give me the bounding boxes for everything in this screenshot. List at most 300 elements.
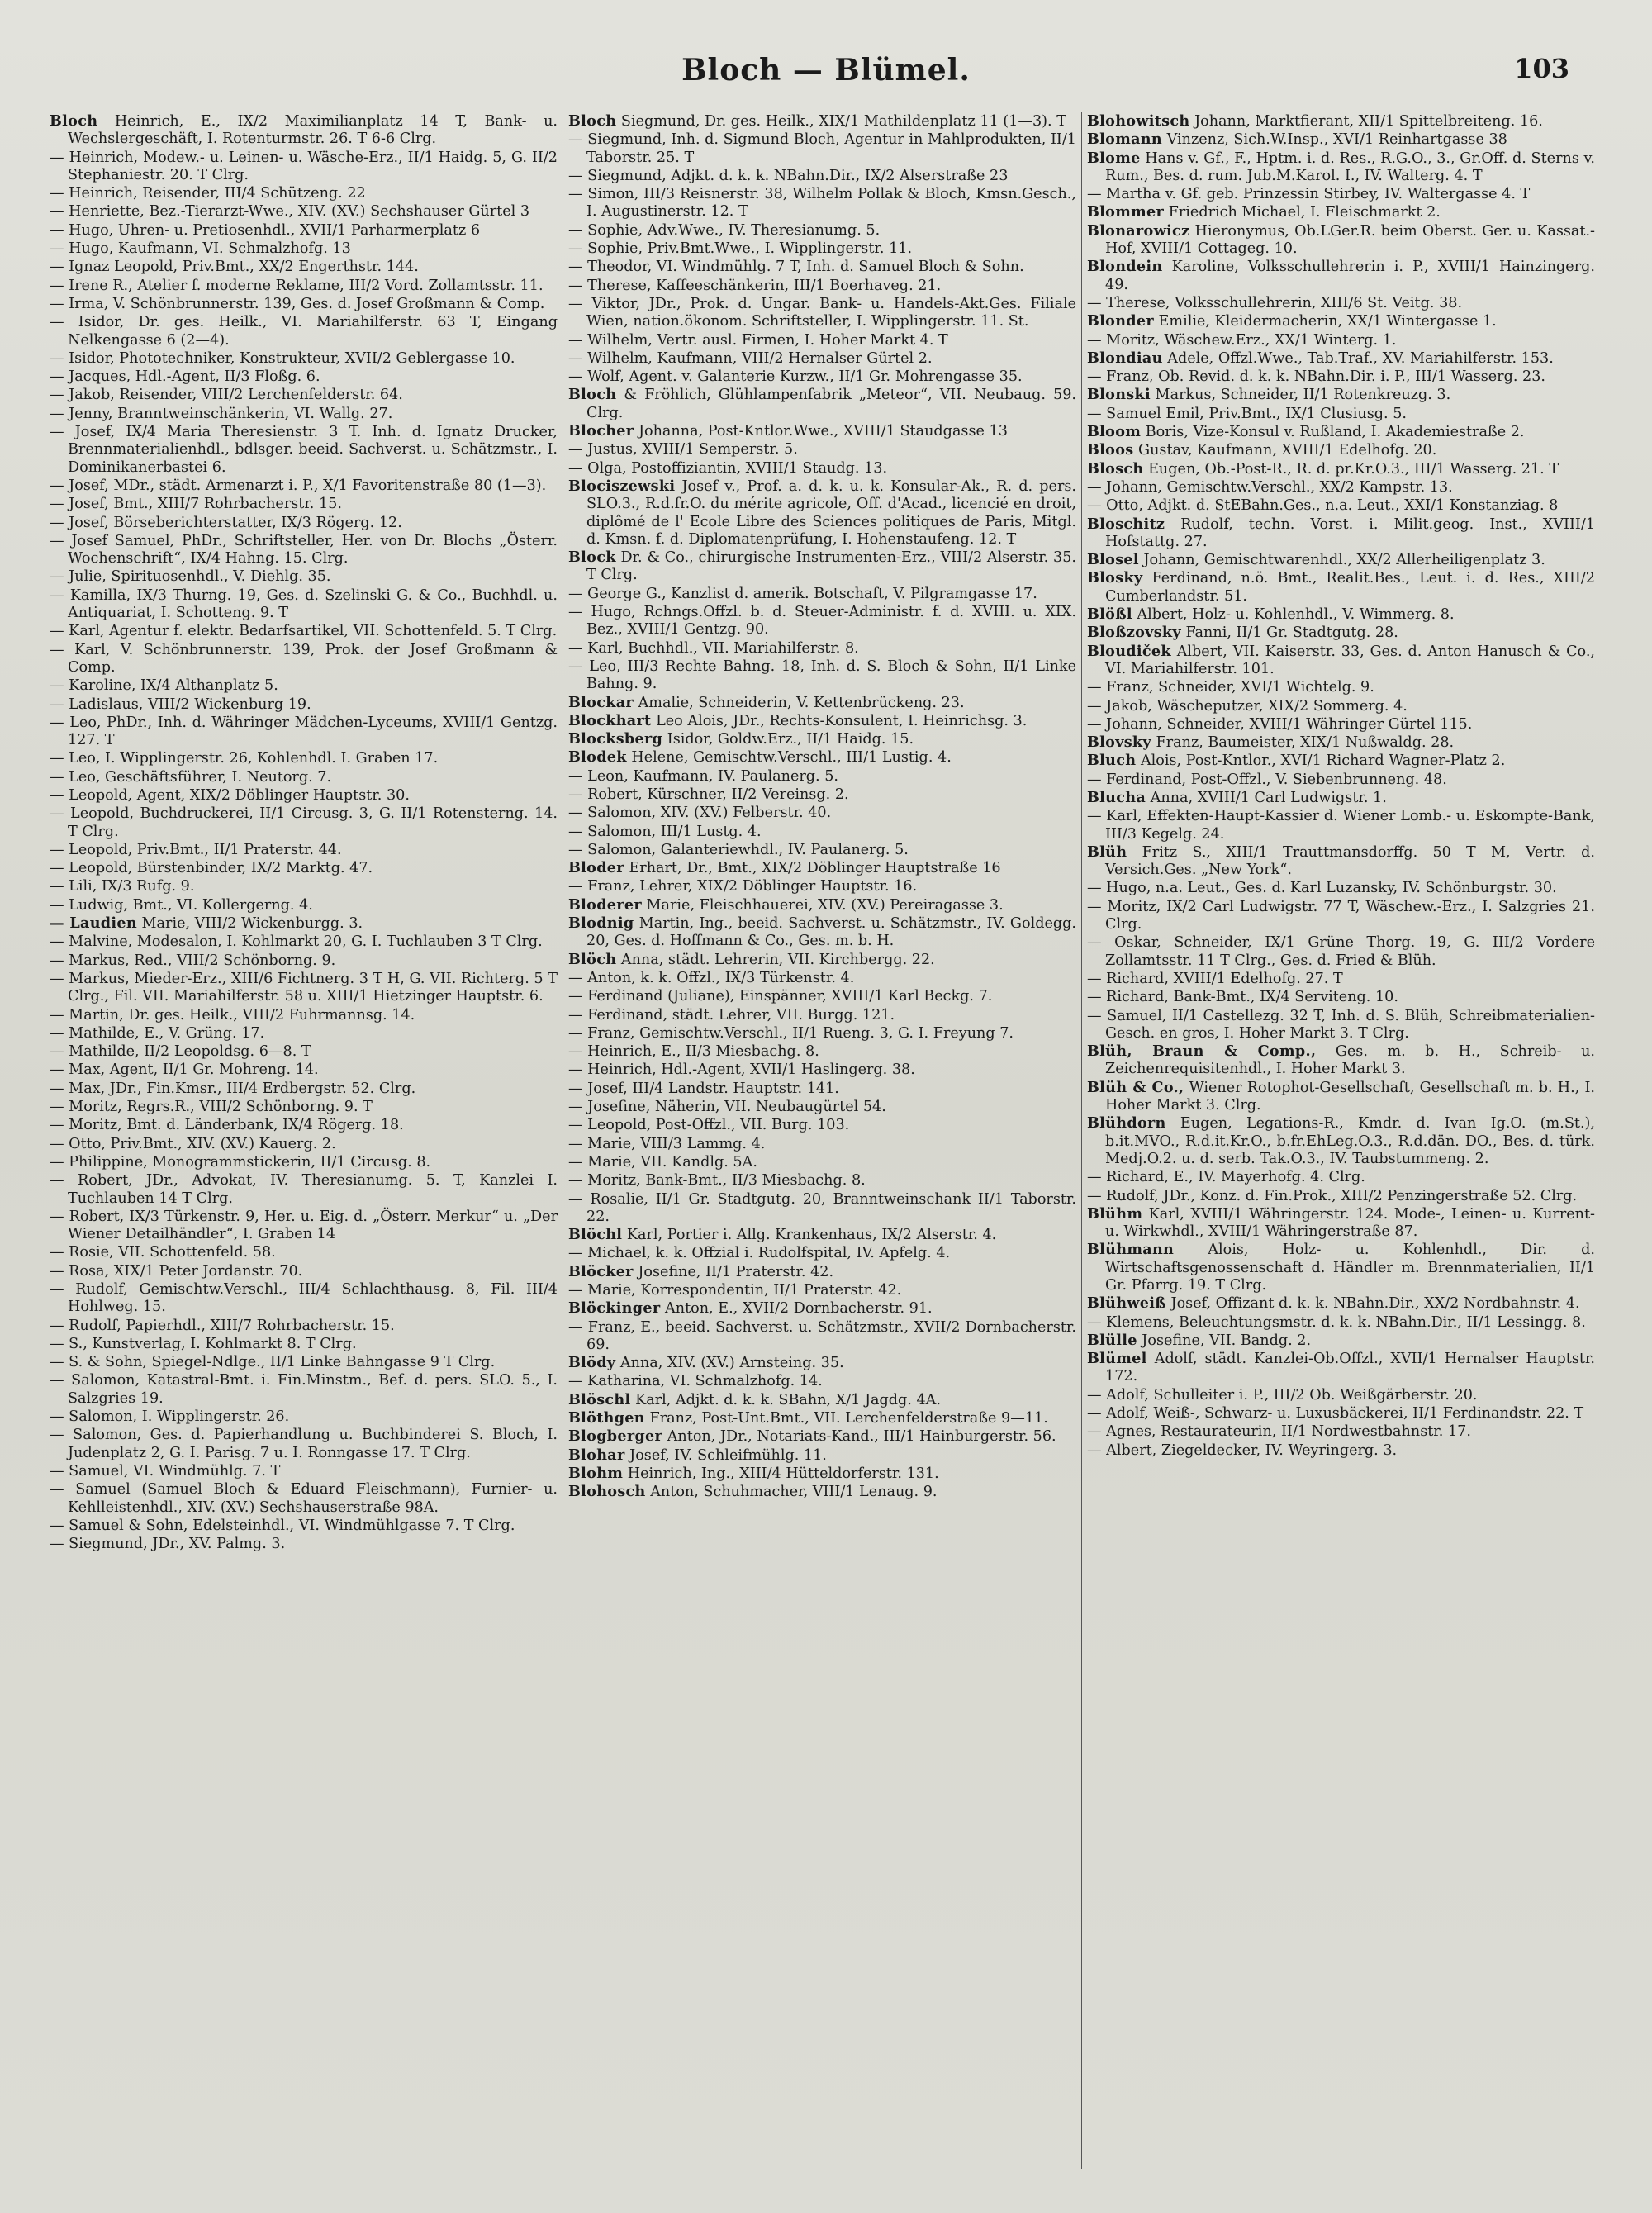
directory-entry <box>568 1135 1076 1153</box>
directory-entry <box>568 712 1076 730</box>
directory-entry <box>1087 349 1595 368</box>
entry-text: — Richard, E., IV. Mayerhofg. 4. Clrg. <box>1087 1169 1365 1186</box>
directory-entry <box>568 386 1076 422</box>
directory-entry <box>568 987 1076 1005</box>
directory-entry <box>1087 1241 1595 1294</box>
directory-entry <box>1087 1332 1595 1350</box>
entry-text: — Moritz, Regrs.R., VIII/2 Schönborng. 9. T <box>50 1099 373 1116</box>
entry-text: — Wilhelm, Kaufmann, VIII/2 Hernalser Gürtel 2. <box>568 349 933 367</box>
entry-text: Karoline, Volksschullehrerin i. P., XVIII/1 Hainzingerg. 49. <box>1105 259 1595 293</box>
directory-entry <box>568 277 1076 295</box>
entry-text: & Fröhlich, Glühlampenfabrik „Meteor“, VII. Neubaug. 59. Clrg. <box>586 387 1076 421</box>
entry-text: — Marie, VIII/3 Lammg. 4. <box>568 1135 766 1152</box>
entry-text: Hans v. Gf., F., Hptm. i. d. Res., R.G.O., 3., Gr.Off. d. Sterns v. Rum., Bes. d. rum. Jub.M.Karol. I., IV. Walterg. 4. T <box>1105 150 1595 184</box>
entry-text: — Josef, Bmt., XIII/7 Rohrbacherstr. 15. <box>50 496 342 513</box>
entry-text: — Samuel (Samuel Bloch & Eduard Fleischmann), Furnier- u. Kehlleistenhdl., XIV. (XV.) Sechshauserstraße 98A. <box>50 1481 558 1516</box>
entry-text: — Sophie, Adv.Wwe., IV. Theresianumg. 5. <box>568 221 881 239</box>
directory-entry <box>568 658 1076 694</box>
directory-entry <box>50 677 558 695</box>
directory-entry <box>50 1353 558 1371</box>
directory-entry <box>50 1426 558 1462</box>
directory-entry <box>50 277 558 295</box>
entry-text: — Leon, Kaufmann, IV. Paulanerg. 5. <box>568 767 839 785</box>
entry-text: — Oskar, Schneider, IX/1 Grüne Thorg. 19, G. III/2 Vordere Zollamtsstr. 11 T Clrg., Ges. d. Fried & Blüh. <box>1087 934 1595 969</box>
column-3 <box>1087 112 1595 2169</box>
directory-entry <box>50 514 558 532</box>
directory-entry <box>50 749 558 767</box>
entry-text: — Siegmund, Inh. d. Sigmund Bloch, Agentur in Mahlprodukten, II/1 Taborstr. 25. T <box>568 131 1076 166</box>
directory-entry <box>50 1262 558 1280</box>
directory-entry <box>50 768 558 786</box>
entry-text: Heinrich, E., IX/2 Maximilianplatz 14 T, Bank- u. Wechslergeschäft, I. Rotenturmstr. 26. T 6-6 Clrg. <box>68 113 558 148</box>
directory-entry <box>1087 1404 1595 1422</box>
entry-text: Albert, VII. Kaiserstr. 33, Ges. d. Anton Hanusch & Co., VI. Mariahilferstr. 101. <box>1105 643 1595 677</box>
entry-text: Heinrich, Ing., XIII/4 Hütteldorferstr. 131. <box>623 1465 939 1482</box>
entry-text: Josef, IV. Schleifmühlg. 11. <box>624 1446 827 1464</box>
directory-entry <box>568 1354 1076 1372</box>
directory-entry <box>50 1317 558 1335</box>
directory-entry <box>568 1153 1076 1171</box>
directory-entry <box>568 1024 1076 1042</box>
entry-text: — Olga, Postoffiziantin, XVIII/1 Staudg. 13. <box>568 459 888 477</box>
entry-text: Karl, XVIII/1 Währingerstr. 124. Mode-, Leinen- u. Kurrent- u. Wirkwhdl., XVIII/1 Währingerstraße 87. <box>1105 1205 1595 1241</box>
directory-entry <box>1087 678 1595 696</box>
directory-entry <box>50 805 558 841</box>
entry-surname: Blohowitsch <box>1087 112 1190 130</box>
entry-text: — Karl, V. Schönbrunnerstr. 139, Prok. der Josef Großmann & Comp. <box>50 641 558 676</box>
entry-text: — Richard, Bank-Bmt., IX/4 Serviteng. 10. <box>1087 989 1398 1006</box>
directory-entry <box>1087 312 1595 330</box>
entry-text: — Johann, Schneider, XVIII/1 Währinger Gürtel 115. <box>1087 715 1473 733</box>
directory-entry <box>568 112 1076 131</box>
directory-entry <box>1087 734 1595 752</box>
directory-entry <box>568 748 1076 767</box>
entry-text: Josefine, II/1 Praterstr. 42. <box>633 1263 834 1280</box>
directory-entry <box>568 1318 1076 1355</box>
entry-surname: Blöcker <box>568 1262 634 1280</box>
entry-text: — Moritz, IX/2 Carl Ludwigstr. 77 T, Wäschew.-Erz., I. Salzgries 21. Clrg. <box>1087 898 1595 933</box>
entry-text: Franz, Baumeister, XIX/1 Nußwaldg. 28. <box>1151 734 1455 752</box>
directory-entry <box>1087 1042 1595 1079</box>
directory-entry <box>50 112 558 149</box>
directory-entry <box>568 730 1076 748</box>
entry-text: Markus, Schneider, II/1 Rotenkreuzg. 3. <box>1150 387 1451 404</box>
entry-text: — Josefine, Näherin, VII. Neubaugürtel 54. <box>568 1099 886 1116</box>
column-2 <box>568 112 1076 2169</box>
entry-surname: Blüh, Braun & Comp., <box>1087 1042 1317 1061</box>
directory-entry <box>1087 515 1595 552</box>
entry-surname: Bloderer <box>568 895 642 914</box>
directory-entry <box>568 185 1076 221</box>
entry-text: Anna, XVIII/1 Carl Ludwigstr. 1. <box>1146 789 1387 806</box>
directory-entry <box>1087 294 1595 312</box>
directory-entry <box>1087 441 1595 459</box>
directory-entry <box>1087 1007 1595 1043</box>
entry-text: Boris, Vize-Konsul v. Rußland, I. Akademiestraße 2. <box>1141 424 1525 441</box>
directory-entry <box>568 896 1076 914</box>
entry-text: Siegmund, Dr. ges. Heilk., XIX/1 Mathildenplatz 11 (1—3). T <box>616 113 1066 130</box>
entry-text: — Moritz, Bmt. d. Länderbank, IX/4 Rögerg. 18. <box>50 1117 404 1134</box>
entry-surname: Bloder <box>568 859 624 877</box>
entry-text: — Leopold, Buchdruckerei, II/1 Circusg. 3, G. II/1 Rotensterng. 14. T Clrg. <box>50 805 558 840</box>
entry-text: — Robert, IX/3 Türkenstr. 9, Her. u. Eig. d. „Österr. Merkur“ u. „Der Wiener Detailhändler“, I. Graben 14 <box>50 1208 558 1243</box>
directory-entry <box>568 914 1076 951</box>
entry-surname: Bloom <box>1087 423 1142 441</box>
entry-text: Josef v., Prof. a. d. k. u. k. Konsular-Ak., R. d. pers. SLO.3., R.d.fr.O. du mérite agricole, Off. d'Acad., licencié en droit, diplômé de l' Ecole Libre des Sciences politiques de Paris, Mitgl. d. Kmsn. f. d. Diplomatenprüfung, I. Hohenstaufeng. 12. T <box>586 477 1076 548</box>
entry-text: — Wolf, Agent. v. Galanterie Kurzw., II/1 Gr. Mohrengasse 35. <box>568 368 1023 386</box>
page-title: Bloch — Blümel. <box>681 53 971 88</box>
directory-entry <box>50 1208 558 1244</box>
directory-entry <box>50 1080 558 1098</box>
entry-text: — Ferdinand, Post-Offzl., V. Siebenbrunneng. 48. <box>1087 771 1447 788</box>
entry-text: — Therese, Kaffeeschänkerin, III/1 Boerhaveg. 21. <box>568 277 942 294</box>
entry-text: — Leopold, Post-Offzl., VII. Burg. 103. <box>568 1117 850 1134</box>
entry-text: — Franz, E., beeid. Sachverst. u. Schätzmstr., XVII/2 Dornbacherstr. 69. <box>568 1318 1076 1353</box>
entry-text: Amalie, Schneiderin, V. Kettenbrückeng. 23. <box>633 694 965 711</box>
entry-text: Johann, Marktfierant, XII/1 Spittelbreiteng. 16. <box>1189 113 1543 130</box>
entry-text: — Jakob, Wäscheputzer, XIX/2 Sommerg. 4. <box>1087 697 1408 715</box>
directory-entry <box>50 914 558 933</box>
directory-entry <box>50 714 558 750</box>
entry-text: Johanna, Post-Kntlor.Wwe., XVIII/1 Staudgasse 13 <box>634 423 1008 440</box>
entry-surname: Blocher <box>568 422 634 440</box>
entry-surname: Bloos <box>1087 441 1134 459</box>
entry-text: Rudolf, techn. Vorst. i. Milit.geog. Inst., XVIII/1 Hofstattg. 27. <box>1105 515 1595 550</box>
entry-surname: Blohm <box>568 1464 624 1482</box>
entry-text: Marie, VIII/2 Wickenburgg. 3. <box>136 915 363 933</box>
directory-entry <box>1087 423 1595 441</box>
directory-entry <box>1087 807 1595 843</box>
entry-text: Josefine, VII. Bandg. 2. <box>1137 1332 1312 1349</box>
directory-entry <box>568 1098 1076 1116</box>
entry-text: — Moritz, Wäschew.Erz., XX/1 Winterg. 1. <box>1087 331 1397 349</box>
directory-entry <box>568 823 1076 841</box>
entry-surname: Blome <box>1087 149 1141 167</box>
entry-text: — Leo, III/3 Rechte Bahng. 18, Inh. d. S. Bloch & Sohn, II/1 Linke Bahng. 9. <box>568 658 1076 693</box>
directory-entry <box>1087 624 1595 642</box>
directory-entry <box>1087 970 1595 988</box>
entry-text: — Wilhelm, Vertr. ausl. Firmen, I. Hoher Markt 4. T <box>568 331 948 349</box>
directory-entry <box>50 970 558 1006</box>
directory-entry <box>1087 203 1595 221</box>
directory-entry <box>1087 771 1595 789</box>
entry-text: — Hugo, Rchngs.Offzl. b. d. Steuer-Administr. f. d. XVIII. u. XIX. Bez., XVIII/1 Gentzg. 90. <box>568 604 1076 639</box>
entry-text: — Leo, Geschäftsführer, I. Neutorg. 7. <box>50 768 332 786</box>
directory-entry <box>1087 331 1595 349</box>
entry-surname: Blümel <box>1087 1350 1147 1368</box>
directory-entry <box>568 1372 1076 1390</box>
entry-text: — Josef, IX/4 Maria Theresienstr. 3 T. Inh. d. Ignatz Drucker, Brennmaterialienhdl., bdlsger. beeid. Sachverst. u. Schätzmstr., I. Dominikanerbastei 6. <box>50 424 558 476</box>
directory-entry <box>568 368 1076 386</box>
directory-entry <box>50 622 558 640</box>
entry-text: — Viktor, JDr., Prok. d. Ungar. Bank- u. Handels-Akt.Ges. Filiale Wien, nation.ökonom. Schriftsteller, I. Wipplingerstr. 11. St. <box>568 295 1076 330</box>
directory-entry <box>50 896 558 914</box>
page-header <box>50 53 1602 102</box>
entry-text: Ferdinand, n.ö. Bmt., Realit.Bes., Leut. i. d. Res., XIII/2 Cumberlandstr. 51. <box>1105 570 1595 605</box>
entry-text: — Karl, Agentur f. elektr. Bedarfsartikel, VII. Schottenfeld. 5. T Clrg. <box>50 623 558 640</box>
directory-entry <box>1087 1168 1595 1186</box>
entry-text: Anna, XIV. (XV.) Arnsteing. 35. <box>615 1355 844 1372</box>
entry-surname: Blonarowicz <box>1087 221 1190 240</box>
entry-text: Josef, Offizant d. k. k. NBahn.Dir., XX/2 Nordbahnstr. 4. <box>1165 1295 1580 1313</box>
directory-entry <box>50 786 558 805</box>
entry-text: — Leopold, Priv.Bmt., II/1 Praterstr. 44. <box>50 841 342 858</box>
entry-text: Friedrich Michael, I. Fleischmarkt 2. <box>1164 204 1441 221</box>
entry-text: — Johann, Gemischtw.Verschl., XX/2 Kampstr. 13. <box>1087 478 1453 496</box>
entry-surname: Blosch <box>1087 459 1144 477</box>
entry-text: — Karoline, IX/4 Althanplatz 5. <box>50 677 278 695</box>
column-1 <box>50 112 558 2169</box>
entry-text: Eugen, Legations-R., Kmdr. d. Ivan Ig.O. (m.St.), b.it.MVO., R.d.it.Kr.O., b.fr.EhLeg.O.3., R.d.dän. DO., Bes. d. türk. Medj.O.2. u. d. serb. Tak.O.3., IV. Taubstummeng. 2. <box>1105 1115 1595 1167</box>
entry-text: — Adolf, Weiß-, Schwarz- u. Luxusbäckerei, II/1 Ferdinandstr. 22. T <box>1087 1405 1584 1422</box>
entry-text: — Irene R., Atelier f. moderne Reklame, III/2 Vord. Zollamtsstr. 11. <box>50 277 544 294</box>
entry-text: Karl, Portier i. Allg. Krankenhaus, IX/2 Alserstr. 4. <box>622 1227 997 1244</box>
directory-entry <box>568 603 1076 639</box>
entry-text: Hieronymus, Ob.LGer.R. beim Oberst. Ger. u. Kassat.-Hof, XVIII/1 Cottageg. 10. <box>1105 222 1595 258</box>
directory-entry <box>1087 460 1595 478</box>
entry-text: — Siegmund, JDr., XV. Palmg. 3. <box>50 1536 286 1553</box>
entry-surname: Blonski <box>1087 386 1151 404</box>
directory-entry <box>50 841 558 859</box>
entry-text: — Josef, Börseberichterstatter, IX/3 Rögerg. 12. <box>50 514 402 531</box>
entry-text: — Malvine, Modesalon, I. Kohlmarkt 20, G. I. Tuchlauben 3 T Clrg. <box>50 933 543 951</box>
directory-entry <box>50 1462 558 1480</box>
entry-text: — Isidor, Dr. ges. Heilk., VI. Mariahilferstr. 63 T, Eingang Nelkengasse 6 (2—4). <box>50 314 558 349</box>
entry-surname: Bloudiček <box>1087 642 1171 660</box>
directory-entry <box>50 1371 558 1408</box>
entry-text: — Ignaz Leopold, Priv.Bmt., XX/2 Engerthstr. 144. <box>50 259 419 276</box>
directory-entry <box>568 877 1076 895</box>
directory-entry <box>50 184 558 202</box>
entry-text: — Michael, k. k. Offzial i. Rudolfspital, IV. Apfelg. 4. <box>568 1245 951 1262</box>
entry-text: Adolf, städt. Kanzlei-Ob.Offzl., XVII/1 Hernalser Hauptstr. 172. <box>1105 1351 1595 1385</box>
entry-text: — Moritz, Bank-Bmt., II/3 Miesbachg. 8. <box>568 1172 866 1190</box>
directory-entry <box>568 131 1076 167</box>
entry-text: Alois, Holz- u. Kohlenhdl., Dir. d. Wirtschaftsgenossenschaft d. Händler m. Brennmaterialien, II/1 Gr. Pfarrg. 19. T Clrg. <box>1105 1242 1595 1294</box>
directory-entry <box>1087 496 1595 515</box>
entry-text: — Heinrich, Reisender, III/4 Schützeng. 22 <box>50 185 366 202</box>
directory-entry <box>1087 569 1595 605</box>
directory-entry <box>1087 1187 1595 1205</box>
entry-text: — Jacques, Hdl.-Agent, II/3 Floßg. 6. <box>50 368 320 386</box>
entry-text: Isidor, Goldw.Erz., II/1 Haidg. 15. <box>662 731 914 748</box>
directory-entry <box>50 1006 558 1024</box>
directory-entry <box>1087 1386 1595 1404</box>
entry-surname: Blockhart <box>568 711 652 729</box>
entry-text: — Leopold, Bürstenbinder, IX/2 Marktg. 47. <box>50 860 373 877</box>
directory-entry <box>1087 605 1595 624</box>
directory-entry <box>568 167 1076 185</box>
entry-surname: Blülle <box>1087 1331 1137 1349</box>
directory-entry <box>568 295 1076 331</box>
entry-text: Helene, Gemischtw.Verschl., III/1 Lustig. 4. <box>626 749 952 767</box>
directory-entry <box>568 1171 1076 1190</box>
entry-surname: Blöthgen <box>568 1409 645 1427</box>
directory-entry <box>568 1446 1076 1465</box>
directory-entry <box>50 1024 558 1042</box>
entry-text: — Karl, Buchhdl., VII. Mariahilferstr. 8. <box>568 639 859 657</box>
directory-entry <box>1087 222 1595 259</box>
entry-text: — Marie, Korrespondentin, II/1 Praterstr. 42. <box>568 1282 902 1299</box>
entry-text: — Franz, Ob. Revid. d. k. k. NBahn.Dir. i. P., III/1 Wasserg. 23. <box>1087 368 1545 386</box>
entry-surname: Bluch <box>1087 752 1137 770</box>
entry-text: — Adolf, Schulleiter i. P., III/2 Ob. Weißgärberstr. 20. <box>1087 1386 1478 1403</box>
directory-entry <box>568 1263 1076 1281</box>
entry-text: — Jenny, Branntweinschänkerin, VI. Wallg. 27. <box>50 405 393 422</box>
directory-entry <box>50 952 558 970</box>
entry-text: Leo Alois, JDr., Rechts-Konsulent, I. Heinrichsg. 3. <box>651 712 1028 729</box>
directory-entry <box>50 1480 558 1517</box>
directory-entry <box>50 532 558 568</box>
directory-entry <box>568 477 1076 549</box>
entry-surname: Blüh <box>1087 843 1127 861</box>
entry-text: — Samuel, VI. Windmühlg. 7. T <box>50 1462 281 1479</box>
entry-surname: Bloßzovsky <box>1087 624 1181 642</box>
directory-entry <box>50 295 558 313</box>
entry-text: — Justus, XVIII/1 Semperstr. 5. <box>568 441 798 458</box>
directory-entry <box>50 221 558 240</box>
entry-text: Emilie, Kleidermacherin, XX/1 Wintergasse 1. <box>1153 313 1497 330</box>
entry-text: — Max, JDr., Fin.Kmsr., III/4 Erdbergstr. 52. Clrg. <box>50 1080 416 1097</box>
entry-text: — Leopold, Agent, XIX/2 Döblinger Hauptstr. 30. <box>50 786 410 804</box>
entry-surname: Blosky <box>1087 569 1143 587</box>
entry-surname: Bloch <box>568 386 617 404</box>
entry-text: — Markus, Red., VIII/2 Schönborng. 9. <box>50 952 336 969</box>
entry-text: Martin, Ing., beeid. Sachverst. u. Schätzmstr., IV. Goldegg. 20, Ges. d. Hoffmann & Co., Ges. m. b. H. <box>586 915 1076 950</box>
entry-surname: Blociszewski <box>568 477 676 495</box>
entry-surname: Blühdorn <box>1087 1114 1166 1133</box>
entry-text: — Siegmund, Adjkt. d. k. k. NBahn.Dir., IX/2 Alserstraße 23 <box>568 167 1009 184</box>
entry-surname: Blodnig <box>568 914 634 933</box>
entry-text: Anna, städt. Lehrerin, VII. Kirchbergg. 22. <box>616 951 935 968</box>
directory-entry <box>568 841 1076 859</box>
entry-columns <box>50 112 1602 2169</box>
directory-entry <box>1087 405 1595 423</box>
entry-text: — Robert, JDr., Advokat, IV. Theresianumg. 5. T, Kanzlei I. Tuchlauben 14 T Clrg. <box>50 1172 558 1207</box>
entry-text: Marie, Fleischhauerei, XIV. (XV.) Pereiragasse 3. <box>641 896 1004 914</box>
entry-text: Dr. & Co., chirurgische Instrumenten-Erz., VIII/2 Alserstr. 35. T Clrg. <box>586 549 1076 584</box>
entry-text: — Salomon, III/1 Lustg. 4. <box>568 823 762 840</box>
directory-entry <box>1087 1350 1595 1386</box>
directory-entry <box>568 1116 1076 1134</box>
entry-text: — Robert, Kürschner, II/2 Vereinsg. 2. <box>568 786 849 803</box>
directory-entry <box>568 1006 1076 1024</box>
directory-entry <box>50 149 558 185</box>
entry-surname: Bloch <box>50 112 98 130</box>
entry-surname: Blöch <box>568 950 617 968</box>
entry-text: — Rudolf, JDr., Konz. d. Fin.Prok., XIII/2 Penzingerstraße 52. Clrg. <box>1087 1187 1578 1204</box>
directory-entry <box>568 1427 1076 1446</box>
directory-entry <box>50 1335 558 1353</box>
directory-entry <box>568 1483 1076 1501</box>
directory-entry <box>50 859 558 877</box>
directory-entry <box>1087 368 1595 386</box>
directory-entry <box>50 933 558 951</box>
directory-entry <box>50 405 558 423</box>
entry-text: — Samuel & Sohn, Edelsteinhdl., VI. Windmühlgasse 7. T Clrg. <box>50 1517 515 1534</box>
entry-text: — Martha v. Gf. geb. Prinzessin Stirbey, IV. Waltergasse 4. T <box>1087 186 1531 203</box>
directory-entry <box>568 804 1076 822</box>
entry-surname: Blüh & Co., <box>1087 1078 1184 1096</box>
directory-entry <box>568 549 1076 585</box>
entry-text: — Martin, Dr. ges. Heilk., VIII/2 Fuhrmannsg. 14. <box>50 1006 415 1023</box>
directory-entry <box>568 440 1076 458</box>
directory-entry <box>50 258 558 276</box>
entry-text: — Rudolf, Papierhdl., XIII/7 Rohrbacherstr. 15. <box>50 1317 395 1334</box>
entry-surname: Bloch <box>568 112 617 130</box>
directory-entry <box>568 639 1076 658</box>
directory-entry <box>1087 185 1595 203</box>
directory-entry <box>1087 150 1595 186</box>
directory-entry <box>568 694 1076 712</box>
directory-entry <box>568 859 1076 877</box>
entry-surname: Blosel <box>1087 551 1139 569</box>
directory-entry <box>50 368 558 386</box>
directory-entry <box>1087 1114 1595 1168</box>
directory-entry <box>50 1135 558 1153</box>
directory-entry <box>568 1190 1076 1227</box>
entry-text: — Jakob, Reisender, VIII/2 Lerchenfelderstr. 64. <box>50 387 403 404</box>
directory-entry <box>568 585 1076 603</box>
entry-surname: Blonder <box>1087 312 1154 330</box>
entry-text: — Josef Samuel, PhDr., Schriftsteller, Her. von Dr. Blochs „Österr. Wochenschrift“, IX/4 Hahng. 15. Clrg. <box>50 532 558 567</box>
directory-entry <box>568 1299 1076 1318</box>
entry-text: — Samuel, II/1 Castellezg. 32 T, Inh. d. S. Blüh, Schreibmaterialien-Gesch. en gros, I. Hoher Markt 3. T Clrg. <box>1087 1007 1595 1042</box>
directory-entry <box>50 1116 558 1134</box>
entry-text: — Markus, Mieder-Erz., XIII/6 Fichtnerg. 3 T H, G. VII. Richterg. 5 T Clrg., Fil. VII. Mariahilferstr. 58 u. XIII/1 Hietzinger Hauptstr. 6. <box>50 970 558 1005</box>
entry-surname: — Laudien <box>50 914 137 933</box>
entry-surname: Blühm <box>1087 1204 1143 1223</box>
directory-entry <box>568 331 1076 349</box>
directory-entry <box>568 422 1076 440</box>
entry-text: — George G., Kanzlist d. amerik. Botschaft, V. Pilgramgasse 17. <box>568 585 1037 602</box>
entry-surname: Blondiau <box>1087 349 1163 367</box>
directory-entry <box>50 1280 558 1317</box>
directory-entry <box>50 240 558 258</box>
entry-text: — Agnes, Restaurateurin, II/1 Nordwestbahnstr. 17. <box>1087 1423 1471 1441</box>
directory-entry <box>50 877 558 895</box>
directory-entry <box>568 1080 1076 1098</box>
entry-text: Johann, Gemischtwarenhdl., XX/2 Allerheiligenplatz 3. <box>1138 552 1545 569</box>
entry-text: Adele, Offzl.Wwe., Tab.Traf., XV. Mariahilferstr. 153. <box>1162 349 1554 367</box>
directory-entry <box>1087 1422 1595 1441</box>
entry-text: — Franz, Schneider, XVI/1 Wichtelg. 9. <box>1087 679 1374 696</box>
directory-entry <box>568 1042 1076 1061</box>
entry-text: Anton, E., XVII/2 Dornbacherstr. 91. <box>660 1300 933 1318</box>
directory-entry <box>1087 898 1595 934</box>
directory-entry <box>1087 752 1595 770</box>
entry-text: — Salomon, Ges. d. Papierhandlung u. Buchbinderei S. Bloch, I. Judenplatz 2, G. I. Parisg. 7 u. I. Ronngasse 17. T Clrg. <box>50 1427 558 1461</box>
entry-text: — Albert, Ziegeldecker, IV. Weyringerg. 3. <box>1087 1441 1398 1459</box>
entry-surname: Blößl <box>1087 605 1132 624</box>
entry-text: — Irma, V. Schönbrunnerstr. 139, Ges. d. Josef Großmann & Comp. <box>50 295 545 312</box>
entry-surname: Blühmann <box>1087 1241 1175 1259</box>
entry-text: — Ladislaus, VIII/2 Wickenburg 19. <box>50 696 311 713</box>
entry-text: Fanni, II/1 Gr. Stadtgutg. 28. <box>1180 624 1398 642</box>
entry-text: — Philippine, Monogrammstickerin, II/1 Circusg. 8. <box>50 1153 431 1171</box>
directory-entry <box>568 767 1076 786</box>
entry-text: — Max, Agent, II/1 Gr. Mohreng. 14. <box>50 1061 319 1079</box>
entry-text: — Franz, Gemischtw.Verschl., II/1 Rueng. 3, G. I. Freyung 7. <box>568 1024 1014 1042</box>
directory-entry <box>50 313 558 349</box>
entry-text: — Richard, XVIII/1 Edelhofg. 27. T <box>1087 970 1343 987</box>
directory-entry <box>1087 1441 1595 1460</box>
entry-surname: Blondein <box>1087 258 1163 276</box>
directory-entry <box>50 696 558 714</box>
directory-entry <box>1087 1205 1595 1242</box>
directory-entry <box>568 1281 1076 1299</box>
entry-text: — Hugo, Kaufmann, VI. Schmalzhofg. 13 <box>50 240 351 258</box>
